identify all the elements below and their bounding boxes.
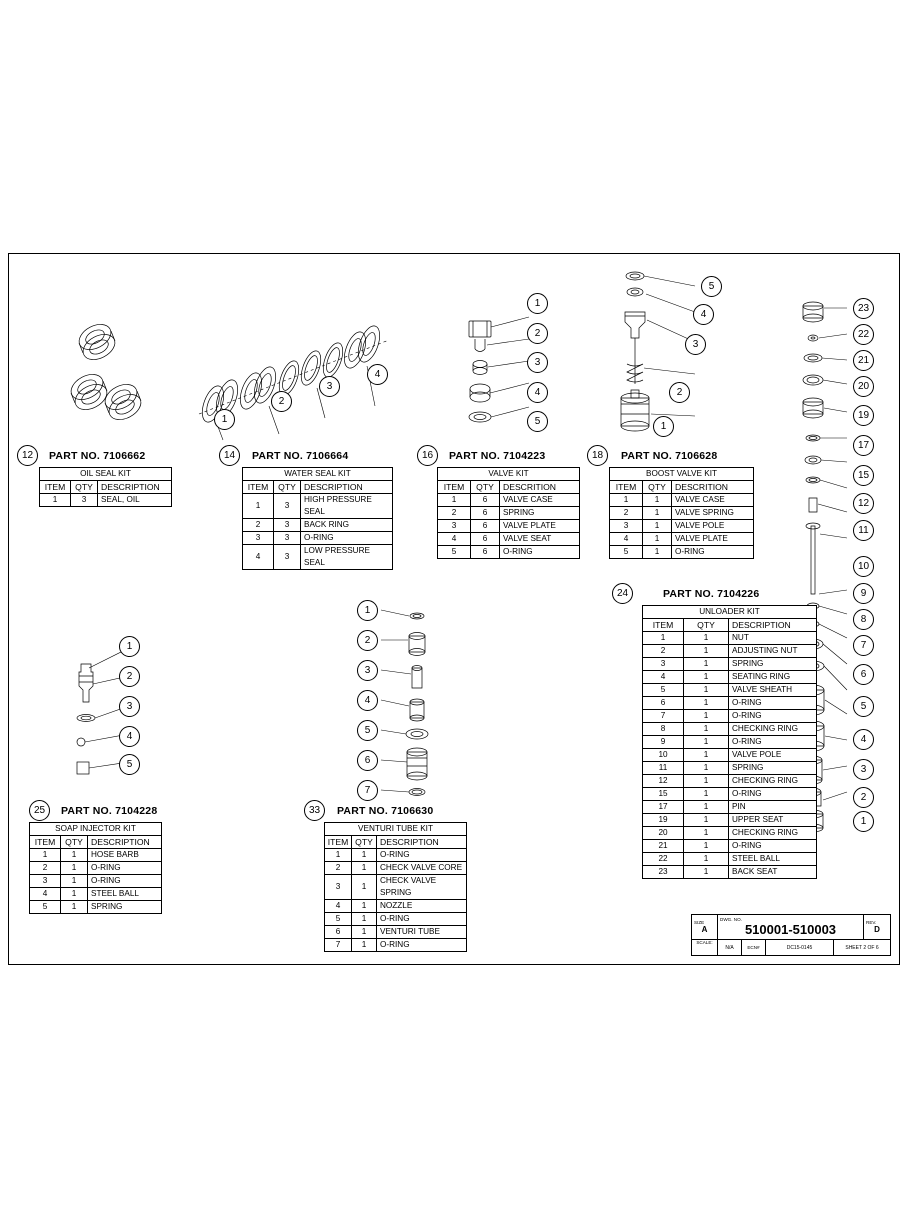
- balloon-boost-2: 2: [669, 382, 690, 403]
- balloon-water-seal-3: 3: [319, 376, 340, 397]
- table-row: 1 1 VALVE CASE: [610, 494, 754, 507]
- dwg-no-label: DWG. NO.: [720, 917, 742, 922]
- table-water-seal-kit: WATER SEAL KIT ITEM QTY DESCRIPTION 1 3 HIGH PRESSURE SEAL 2 3 BACK RING 3 3 O-RING 4 3 LOW PRESSURE SEAL: [242, 467, 393, 570]
- balloon-unloader-7: 7: [853, 635, 874, 656]
- balloon-boost-1: 1: [653, 416, 674, 437]
- table-row: 6 1 VENTURI TUBE: [325, 926, 467, 939]
- table-row: 1 3 SEAL, OIL: [40, 494, 172, 507]
- balloon-valve-1: 1: [527, 293, 548, 314]
- balloon-unloader-10: 10: [853, 556, 874, 577]
- balloon-14: 14: [219, 445, 240, 466]
- balloon-unloader-4: 4: [853, 729, 874, 750]
- table-row: 5 1 O-RING: [610, 546, 754, 559]
- kit-table-title: SOAP INJECTOR KIT: [30, 823, 162, 836]
- balloon-unloader-6: 6: [853, 664, 874, 685]
- kit-table-title: WATER SEAL KIT: [243, 468, 393, 481]
- table-row: 4 1 SEATING RING: [643, 671, 817, 684]
- table-row: 20 1 CHECKING RING: [643, 827, 817, 840]
- table-row: 3 1 VALVE POLE: [610, 520, 754, 533]
- table-valve-kit: VALVE KIT ITEM QTY DESCRITION 1 6 VALVE CASE 2 6 SPRING 3 6 VALVE PLATE 4 6 VALVE SEAT 5 6 O-RING: [437, 467, 580, 559]
- part-label-water-seal: PART NO. 7106664: [252, 450, 349, 462]
- exploded-view-oil-seal: [59, 309, 189, 444]
- balloon-water-seal-2: 2: [271, 391, 292, 412]
- table-row: 1 1 O-RING: [325, 849, 467, 862]
- table-row: 22 1 STEEL BALL: [643, 853, 817, 866]
- table-row: 3 1 O-RING: [30, 875, 162, 888]
- table-row: 6 1 O-RING: [643, 697, 817, 710]
- kit-table-title: VENTURI TUBE KIT: [325, 823, 467, 836]
- table-row: 9 1 O-RING: [643, 736, 817, 749]
- balloon-unloader-3: 3: [853, 759, 874, 780]
- table-row: 2 1 ADJUSTING NUT: [643, 645, 817, 658]
- table-row: 3 1 SPRING: [643, 658, 817, 671]
- balloon-soap-2: 2: [119, 666, 140, 687]
- balloon-valve-4: 4: [527, 382, 548, 403]
- balloon-unloader-21: 21: [853, 350, 874, 371]
- table-row: 10 1 VALVE POLE: [643, 749, 817, 762]
- table-row: 2 1 CHECK VALVE CORE: [325, 862, 467, 875]
- table-row: 5 1 SPRING: [30, 901, 162, 914]
- balloon-unloader-22: 22: [853, 324, 874, 345]
- table-row: 1 3 HIGH PRESSURE SEAL: [243, 494, 393, 519]
- balloon-unloader-20: 20: [853, 376, 874, 397]
- title-block: [691, 914, 891, 956]
- table-row: 17 1 PIN: [643, 801, 817, 814]
- table-row: 4 1 VALVE PLATE: [610, 533, 754, 546]
- table-row: 8 1 CHECKING RING: [643, 723, 817, 736]
- balloon-venturi-2: 2: [357, 630, 378, 651]
- ecn-value: DC15-0145: [786, 944, 813, 951]
- table-row: 1 6 VALVE CASE: [438, 494, 580, 507]
- table-row: 4 1 STEEL BALL: [30, 888, 162, 901]
- balloon-25: 25: [29, 800, 50, 821]
- balloon-venturi-7: 7: [357, 780, 378, 801]
- part-label-oil-seal: PART NO. 7106662: [49, 450, 146, 462]
- table-soap-injector-kit: SOAP INJECTOR KIT ITEM QTY DESCRIPTION 1 1 HOSE BARB 2 1 O-RING 3 1 O-RING 4 1 STEEL BALL 5 1 SPRING: [29, 822, 162, 914]
- table-row: 4 6 VALVE SEAT: [438, 533, 580, 546]
- table-row: 2 3 BACK RING: [243, 519, 393, 532]
- balloon-unloader-8: 8: [853, 609, 874, 630]
- drawing-sheet: [8, 253, 900, 965]
- table-row: 23 1 BACK SEAT: [643, 866, 817, 879]
- table-row: 3 1 CHECK VALVE SPRING: [325, 875, 467, 900]
- size-value: A: [701, 925, 708, 934]
- balloon-unloader-11: 11: [853, 520, 874, 541]
- balloon-boost-5: 5: [701, 276, 722, 297]
- col-qty: QTY: [71, 481, 98, 494]
- balloon-valve-2: 2: [527, 323, 548, 344]
- balloon-water-seal-1: 1: [214, 409, 235, 430]
- balloon-16: 16: [417, 445, 438, 466]
- balloon-12: 12: [17, 445, 38, 466]
- balloon-unloader-12: 12: [853, 493, 874, 514]
- table-row: 5 1 O-RING: [325, 913, 467, 926]
- balloon-unloader-2: 2: [853, 787, 874, 808]
- kit-table-title: BOOST VALVE KIT: [610, 468, 754, 481]
- table-row: 4 3 LOW PRESSURE SEAL: [243, 545, 393, 570]
- dwg-no-value: 510001-510003: [744, 922, 837, 937]
- table-row: 2 1 VALVE SPRING: [610, 507, 754, 520]
- table-row: 2 6 SPRING: [438, 507, 580, 520]
- kit-table-title: UNLOADER KIT: [643, 606, 817, 619]
- balloon-soap-4: 4: [119, 726, 140, 747]
- col-item: ITEM: [40, 481, 71, 494]
- table-row: 21 1 O-RING: [643, 840, 817, 853]
- part-label-soap-injector: PART NO. 7104228: [61, 805, 158, 817]
- balloon-unloader-17: 17: [853, 435, 874, 456]
- table-row: 15 1 O-RING: [643, 788, 817, 801]
- exploded-view-valve: [457, 309, 567, 454]
- balloon-water-seal-4: 4: [367, 364, 388, 385]
- table-venturi-tube-kit: VENTURI TUBE KIT ITEM QTY DESCRIPTION 1 1 O-RING 2 1 CHECK VALVE CORE 3 1 CHECK VALVE SPRING 4 1 NOZZLE 5 1 O-RING 6 1 VENTURI TUBE 7 1 O-RING: [324, 822, 467, 952]
- table-row: 2 1 O-RING: [30, 862, 162, 875]
- balloon-unloader-1: 1: [853, 811, 874, 832]
- table-row: 3 6 VALVE PLATE: [438, 520, 580, 533]
- scale-value: N/A: [725, 944, 734, 951]
- table-oil-seal-kit: [39, 467, 172, 507]
- ecn-label: ECN#: [747, 945, 760, 950]
- size-label: SIZE: [694, 920, 705, 925]
- balloon-venturi-6: 6: [357, 750, 378, 771]
- balloon-unloader-19: 19: [853, 405, 874, 426]
- balloon-soap-1: 1: [119, 636, 140, 657]
- exploded-view-soap-injector: [59, 642, 179, 797]
- table-row: 19 1 UPPER SEAT: [643, 814, 817, 827]
- table-row: 7 1 O-RING: [325, 939, 467, 952]
- col-description: DESCRIPTION: [98, 481, 172, 494]
- balloon-venturi-1: 1: [357, 600, 378, 621]
- scale-label: SCALE:: [696, 940, 713, 945]
- kit-table-title: OIL SEAL KIT: [40, 468, 172, 481]
- sheet-value: SHEET 2 OF 6: [845, 944, 879, 951]
- table-boost-valve-kit: BOOST VALVE KIT ITEM QTY DESCRITION 1 1 VALVE CASE 2 1 VALVE SPRING 3 1 VALVE POLE 4 1 VALVE PLATE 5 1 O-RING: [609, 467, 754, 559]
- balloon-boost-4: 4: [693, 304, 714, 325]
- balloon-venturi-3: 3: [357, 660, 378, 681]
- balloon-unloader-5: 5: [853, 696, 874, 717]
- balloon-soap-3: 3: [119, 696, 140, 717]
- table-row: 4 1 NOZZLE: [325, 900, 467, 913]
- part-label-unloader: PART NO. 7104226: [663, 588, 760, 600]
- exploded-view-venturi: [379, 606, 459, 811]
- balloon-18: 18: [587, 445, 608, 466]
- rev-value: D: [874, 925, 880, 934]
- table-row: 1 1 NUT: [643, 632, 817, 645]
- table-row: 3 3 O-RING: [243, 532, 393, 545]
- balloon-unloader-23: 23: [853, 298, 874, 319]
- balloon-venturi-5: 5: [357, 720, 378, 741]
- table-row: 5 1 VALVE SHEATH: [643, 684, 817, 697]
- part-label-boost-valve: PART NO. 7106628: [621, 450, 718, 462]
- balloon-24: 24: [612, 583, 633, 604]
- balloon-valve-5: 5: [527, 411, 548, 432]
- table-row: 11 1 SPRING: [643, 762, 817, 775]
- part-label-venturi: PART NO. 7106630: [337, 805, 434, 817]
- rev-label: REV.: [866, 920, 877, 925]
- balloon-soap-5: 5: [119, 754, 140, 775]
- balloon-33: 33: [304, 800, 325, 821]
- balloon-unloader-15: 15: [853, 465, 874, 486]
- balloon-boost-3: 3: [685, 334, 706, 355]
- table-row: 1 1 HOSE BARB: [30, 849, 162, 862]
- balloon-unloader-9: 9: [853, 583, 874, 604]
- part-label-valve: PART NO. 7104223: [449, 450, 546, 462]
- table-row: 7 1 O-RING: [643, 710, 817, 723]
- table-row: 12 1 CHECKING RING: [643, 775, 817, 788]
- table-unloader-kit: UNLOADER KIT ITEM QTY DESCRIPTION 1 1 NUT 2 1 ADJUSTING NUT 3 1 SPRING 4 1 SEATING RING 5 1 VALVE SHEATH 6 1 O-RING 7 1 O-RING 8 1 CHECKING RING 9 1 O-RING 10 1 VALVE POLE 11 1 SPRING 12 1 CHECKING RING 15 1 O-RING 17 1 PIN 19 1 UPPER SEAT 20 1 CHECKING RING 21 1 O-RING 22 1 STEEL BALL 23 1 BACK SEAT: [642, 605, 817, 879]
- balloon-valve-3: 3: [527, 352, 548, 373]
- balloon-venturi-4: 4: [357, 690, 378, 711]
- table-row: 5 6 O-RING: [438, 546, 580, 559]
- kit-table-title: VALVE KIT: [438, 468, 580, 481]
